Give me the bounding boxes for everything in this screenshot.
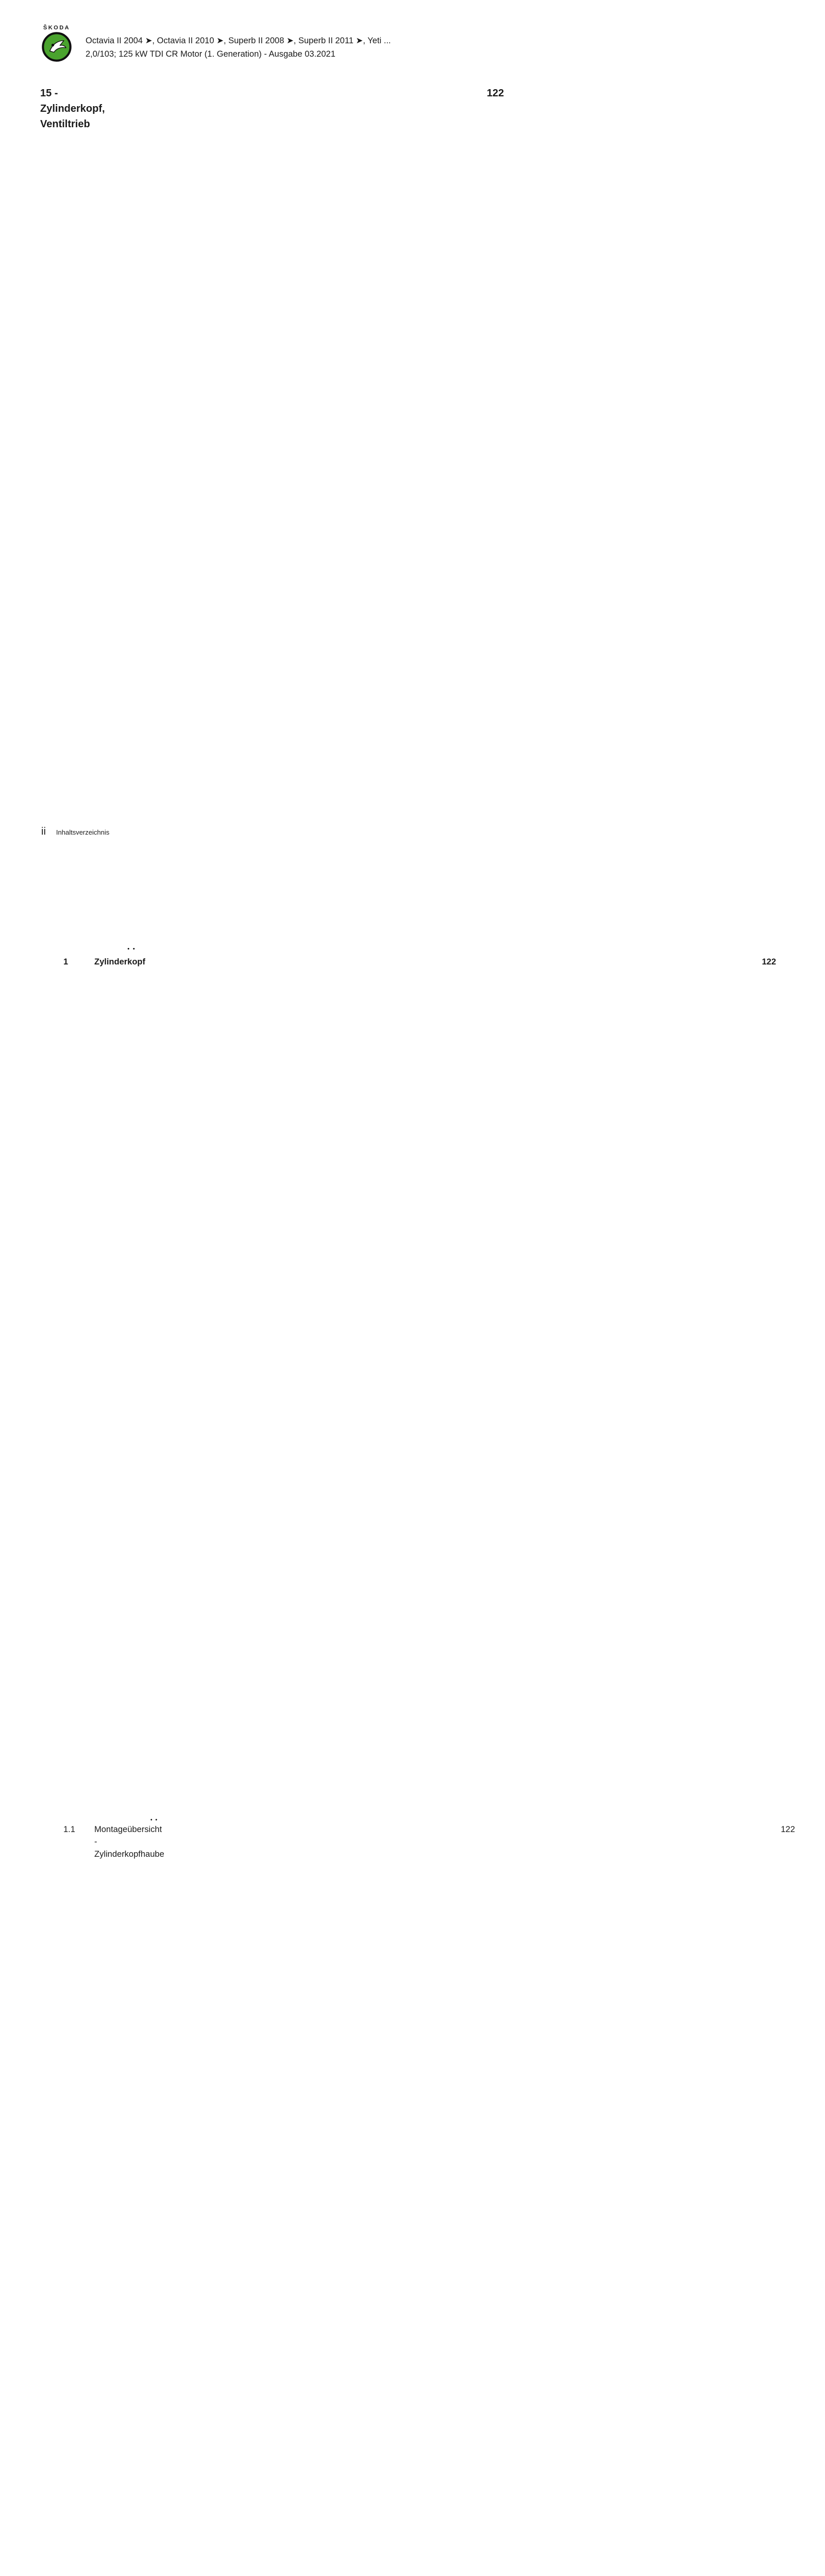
toc-entry-number: 1.1 [63,1825,75,1834]
footer-page-number: ii [41,826,46,837]
brand-name: ŠKODA [43,25,71,31]
brand-block [40,25,73,62]
page-footer [41,826,109,838]
header-models-line: Octavia II 2004 ➤, Octavia II 2010 ➤, Superb II 2008 ➤, Superb II 2011 ➤, Yeti ... [86,36,391,45]
page-header [40,25,562,62]
toc-entry[interactable] [40,1823,795,2576]
dot-leader [126,947,136,950]
toc-entry-page: 122 [781,1825,795,1834]
toc-chapter-page: 122 [486,88,504,99]
header-text [86,25,391,62]
toc [40,86,795,2576]
toc-entry-page: 122 [762,957,777,967]
dot-leader [149,1819,159,1821]
toc-entry-title: Montageübersicht - Zylinderkopfhaube [94,1825,164,1859]
header-engine-line: 2,0/103; 125 kW TDI CR Motor (1. Generation) - Ausgabe 03.2021 [86,49,335,59]
toc-entry-number: 1 [63,957,69,967]
toc-chapter-row[interactable] [40,86,504,953]
toc-entry-title: Zylinderkopf [94,957,146,967]
toc-entry[interactable] [40,956,777,1823]
footer-label: Inhaltsverzeichnis [56,828,110,836]
toc-chapter-title: 15 - Zylinderkopf, Ventiltrieb [40,88,105,130]
skoda-logo-icon [40,32,73,62]
